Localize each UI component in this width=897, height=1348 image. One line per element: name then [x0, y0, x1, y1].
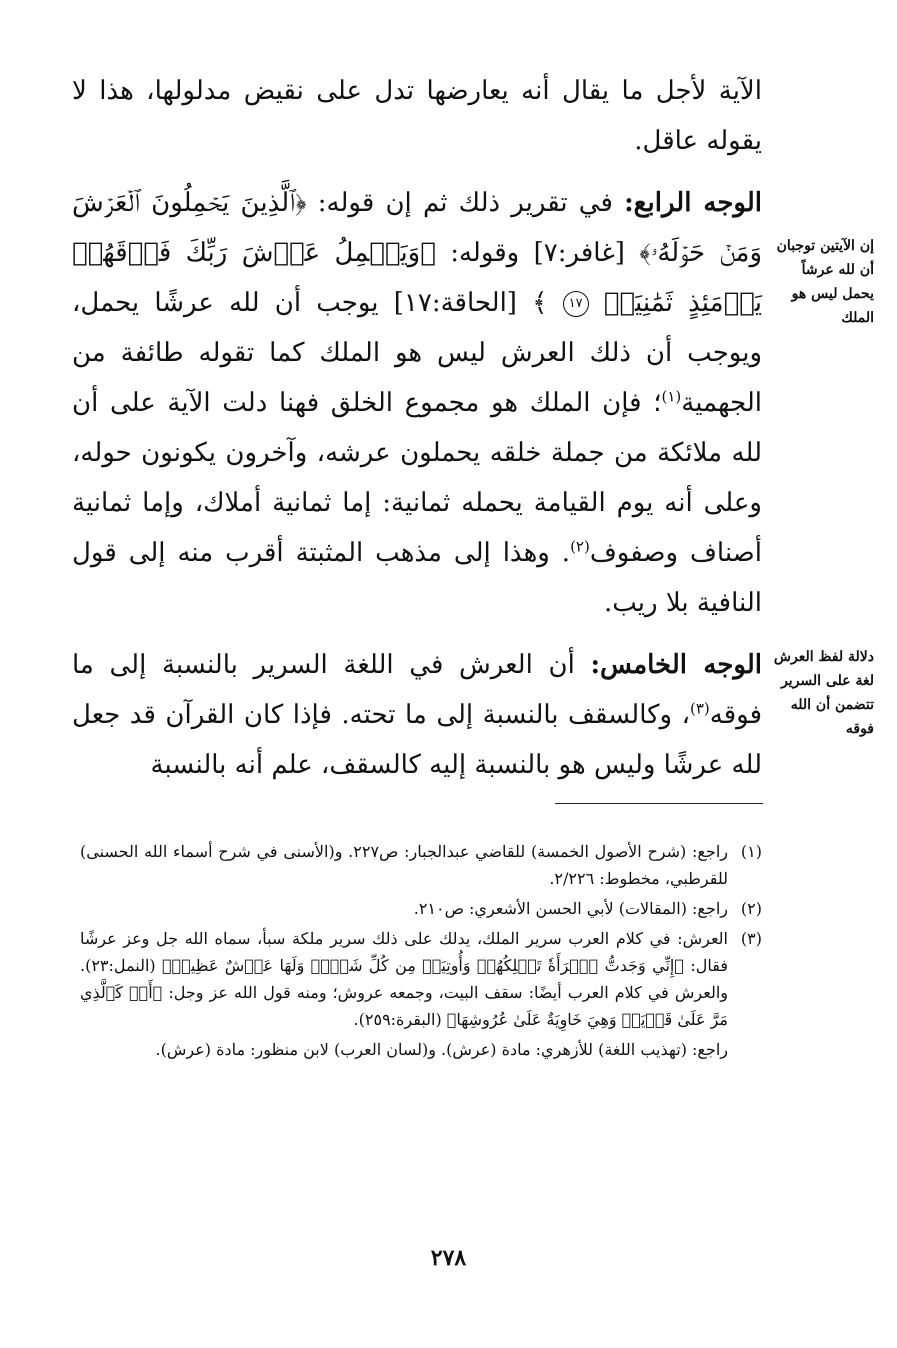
paragraph-text: في تقرير ذلك ثم إن قوله: ﴿ٱلَّذِينَ يَحۡمِلُونَ ٱلۡعَرۡشَ وَمَنۡ حَوۡلَهُۥ﴾ [غافر:٧] وقوله: ﴿وَيَحۡمِلُ عَرۡشَ رَبِّكَ فَوۡقَهُمۡ يَوۡمَئِذٍ ثَمَٰنِيَةٞ	[72, 188, 763, 318]
footnote-text: راجع: (تهذيب اللغة) للأزهري: مادة (عرش). و(لسان العرب) لابن منظور: مادة (عرش).	[155, 1040, 728, 1059]
footnote-number	[728, 1036, 762, 1063]
footnote-text: راجع: (شرح الأصول الخمسة) للقاضي عبدالجبار: ص٢٢٧. و(الأسنى في شرح أسماء الله الحسنى) للقرطبي، مخطوط: ٢/٢٢٦.	[80, 842, 728, 888]
paragraph-text: أن العرش في اللغة السرير بالنسبة إلى ما فوقه	[72, 650, 762, 730]
heading-fifth-aspect: الوجه الخامس:	[590, 650, 762, 680]
margin-note: إن الآيتين توجبان أن لله عرشاً يحمل ليس هو الملك	[776, 238, 874, 326]
main-text	[72, 66, 762, 790]
footnote-ref[interactable]: (٢)	[570, 537, 590, 556]
paragraph-fourth-aspect	[72, 178, 762, 628]
paragraph-text: ، وكالسقف بالنسبة إلى ما تحته. فإذا كان القرآن قد جعل لله عرشًا وليس هو بالنسبة إليه كالسقف، علم أنه بالنسبة	[72, 700, 762, 780]
ayah-number-marker: ١٧	[563, 291, 589, 317]
footnote-ref[interactable]: (٣)	[689, 699, 710, 718]
footnote-text: العرش: في كلام العرب سرير الملك، يدلك على ذلك سرير ملكة سبأ، سماه الله جل وعز عرشًا فقال: ﴿إِنِّي وَجَدتُّ ٱمۡرَأَةٗ تَمۡلِكُهُمۡ وَأُوتِيَتۡ مِن كُلِّ شَيۡءٖ وَلَهَا عَرۡشٌ عَظِيمٞ﴾ (النمل:٢٣). والعرش في كلام العرب أيضًا: سقف البيت، وجمعه عروش؛ ومنه قول الله عز وجل: ﴿أَوۡ كَٱلَّذِي مَرَّ عَلَىٰ قَرۡيَةٖ وَهِيَ خَاوِيَةٌ عَلَىٰ عُرُوشِهَا﴾ (البقرة:٢٥٩).	[80, 929, 728, 1029]
footnote-text: راجع: (المقالات) لأبي الحسن الأشعري: ص٢١٠.	[413, 899, 728, 918]
footnote	[80, 838, 762, 892]
footnote	[80, 1036, 762, 1063]
footnote	[80, 925, 762, 1033]
paragraph-text: ﴾ [الحاقة:١٧] يوجب أن لله عرشًا يحمل، ويوجب أن ذلك العرش ليس هو الملك كما تقوله طائفة من الجهمية	[72, 288, 762, 418]
page-number: ٢٧٨	[430, 1245, 467, 1271]
paragraph-fifth-aspect	[72, 640, 762, 790]
paragraph-continuation: الآية لأجل ما يقال أنه يعارضها تدل على نقيض مدلولها، هذا لا يقوله عاقل.	[72, 76, 762, 156]
footnote-number: (١)	[740, 842, 762, 861]
footnote-divider	[555, 803, 763, 804]
footnotes	[80, 838, 762, 1063]
margin-note: دلالة لفظ العرش لغة على السرير تتضمن أن الله فوقه	[773, 649, 874, 737]
footnote-ref[interactable]: (١)	[661, 387, 682, 406]
heading-fourth-aspect: الوجه الرابع:	[624, 188, 763, 218]
footnote	[80, 895, 762, 922]
footnote-number: (٢)	[740, 899, 762, 918]
paragraph-text: . وهذا إلى مذهب المثبتة أقرب منه إلى قول النافية بلا ريب.	[72, 538, 762, 618]
paragraph-text: ؛ فإن الملك هو مجموع الخلق فهنا دلت الآية على أن لله ملائكة من جملة خلقه يحملون عرشه، وآخرون يكونون حوله، وعلى أنه يوم القيامة يحمله ثمانية: إما ثمانية أملاك، وإما ثمانية أصناف وصفوف	[72, 388, 762, 568]
footnote-number: (٣)	[740, 929, 762, 948]
